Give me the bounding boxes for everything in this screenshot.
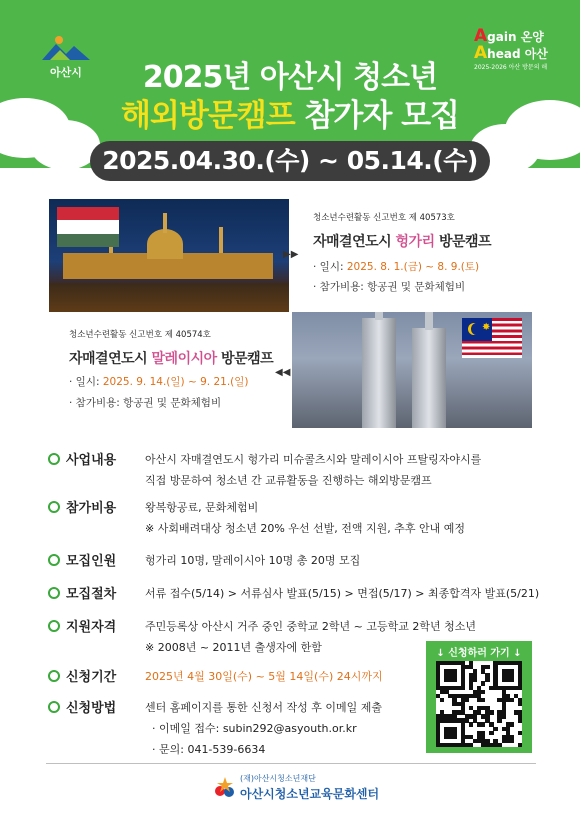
tower-right bbox=[412, 328, 446, 428]
slogan-line-2: Ahead 아산 bbox=[474, 43, 548, 63]
footer-divider bbox=[46, 763, 536, 764]
detail-key: 사업내용 bbox=[66, 453, 117, 468]
bullet-ring-icon bbox=[48, 501, 60, 513]
hungary-flag-icon bbox=[57, 207, 119, 247]
hungary-camp-fee: · 참가비용: 항공권 및 문화체험비 bbox=[313, 281, 466, 293]
qr-module bbox=[518, 686, 522, 690]
detail-value: 주민등록상 아산시 거주 중인 중학교 2학년 ~ 고등학교 2학년 청소년 ※ 2008년 ~ 2011년 출생자에 한함 bbox=[145, 620, 476, 654]
spire bbox=[219, 227, 223, 253]
tower-left bbox=[362, 318, 396, 428]
slogan-line-1: Again 온양 bbox=[474, 26, 544, 46]
detail-key: 모집인원 bbox=[66, 554, 117, 569]
hungary-camp-date: · 일시: 2025. 8. 1.(금) ~ 8. 9.(토) bbox=[313, 261, 480, 273]
qr-module bbox=[481, 722, 485, 726]
foundation-emblem-icon bbox=[214, 775, 236, 799]
bullet-ring-icon bbox=[48, 620, 60, 632]
page-title-line-2 bbox=[0, 90, 580, 135]
detail-value: 센터 홈페이지를 통한 신청서 작성 후 이메일 제출 · 이메일 접수: subin292@asyouth.or.kr · 문의: 041-539-6634 bbox=[145, 697, 382, 760]
qr-module bbox=[518, 731, 522, 735]
slogan-small-text: 2025-2026 아산 방문의 해 bbox=[474, 64, 548, 71]
qr-module bbox=[502, 714, 506, 718]
bullet-ring-icon bbox=[48, 587, 60, 599]
qr-module bbox=[465, 698, 469, 702]
detail-key: 신청기간 bbox=[66, 670, 117, 685]
qr-module bbox=[497, 718, 501, 722]
malaysia-camp-fee: · 참가비용: 항공권 및 문화체험비 bbox=[69, 397, 222, 409]
qr-module bbox=[493, 727, 497, 731]
qr-module bbox=[440, 698, 444, 702]
qr-module bbox=[510, 677, 514, 681]
hungary-camp-title: 자매결연도시 헝가리 방문캠프 bbox=[313, 234, 492, 250]
qr-module bbox=[497, 743, 501, 747]
phone-contact[interactable]: · 문의: 041-539-6634 bbox=[145, 743, 266, 756]
hungary-registration-number: 청소년수련활동 신고번호 제 40573호 bbox=[313, 213, 455, 223]
danube-water bbox=[49, 283, 289, 312]
detail-value: 아산시 자매결연도시 헝가리 미슈콜츠시와 말레이시아 프탈링자야시를 직접 방문하여 청소년 간 교류활동을 진행하는 해외방문캠프 bbox=[145, 453, 482, 487]
detail-key: 참가비용 bbox=[66, 501, 117, 516]
apply-qr-box[interactable] bbox=[426, 641, 532, 753]
qr-module bbox=[481, 681, 485, 685]
detail-value: 왕복항공료, 문화체험비 ※ 사회배려대상 청소년 20% 우선 선발, 전액 지원, 추후 안내 예정 bbox=[145, 501, 466, 535]
arrow-icon: ◀◀ bbox=[275, 367, 291, 378]
qr-module bbox=[510, 722, 514, 726]
hungary-camp-card bbox=[283, 199, 532, 312]
qr-module bbox=[518, 702, 522, 706]
qr-module bbox=[469, 722, 473, 726]
footer-logo bbox=[214, 773, 394, 807]
qr-module bbox=[481, 698, 485, 702]
bullet-ring-icon bbox=[48, 701, 60, 713]
qr-module bbox=[452, 677, 456, 681]
detail-key: 모집절차 bbox=[66, 587, 117, 602]
qr-module bbox=[518, 743, 522, 747]
detail-key: 신청방법 bbox=[66, 701, 117, 716]
qr-module bbox=[473, 677, 477, 681]
detail-key: 지원자격 bbox=[66, 620, 117, 635]
email-contact[interactable]: · 이메일 접수: subin292@asyouth.or.kr bbox=[145, 722, 357, 735]
detail-value: 헝가리 10명, 말레이시아 10명 총 20명 모집 bbox=[145, 554, 361, 567]
detail-row-capacity bbox=[46, 550, 556, 572]
qr-module bbox=[469, 743, 473, 747]
title-rest: 참가자 모집 bbox=[294, 98, 459, 134]
qr-module bbox=[452, 735, 456, 739]
camp-photos-section bbox=[49, 199, 532, 428]
bullet-ring-icon bbox=[48, 554, 60, 566]
arrow-icon: ▶▶ bbox=[283, 249, 299, 260]
qr-module bbox=[485, 677, 489, 681]
parliament-dome bbox=[147, 229, 183, 259]
foundation-name: (재)아산시청소년재단 bbox=[240, 774, 316, 783]
detail-value: 2025년 4월 30일(수) ~ 5월 14일(수) 24시까지 bbox=[145, 670, 383, 683]
asan-logo-text: 아산시 bbox=[50, 66, 82, 79]
qr-module bbox=[489, 731, 493, 735]
malaysia-camp-title: 자매결연도시 말레이시아 방문캠프 bbox=[69, 351, 274, 367]
malaysia-camp-date: · 일시: 2025. 9. 14.(일) ~ 9. 21.(일) bbox=[69, 376, 249, 388]
bullet-ring-icon bbox=[48, 670, 60, 682]
malaysia-camp-card bbox=[49, 312, 292, 428]
qr-module bbox=[485, 665, 489, 669]
detail-row-procedure bbox=[46, 583, 556, 605]
detail-value: 서류 접수(5/14) > 서류심사 발표(5/15) > 면접(5/17) > 최종합격자 발표(5/21) bbox=[145, 587, 540, 600]
budapest-parliament-photo bbox=[49, 199, 289, 312]
qr-module bbox=[510, 698, 514, 702]
recruitment-period-badge: 2025.04.30.(수) ~ 05.14.(수) bbox=[90, 141, 490, 181]
spire bbox=[163, 213, 167, 233]
qr-module bbox=[518, 718, 522, 722]
bullet-ring-icon bbox=[48, 453, 60, 465]
qr-module bbox=[510, 739, 514, 743]
qr-code-icon[interactable] bbox=[436, 661, 522, 747]
qr-module bbox=[461, 686, 465, 690]
title-highlight: 해외방문캠프 bbox=[120, 98, 295, 134]
qr-module bbox=[481, 690, 485, 694]
center-name: 아산시청소년교육문화센터 bbox=[240, 787, 380, 801]
malaysia-flag-icon: ✸ bbox=[462, 318, 522, 358]
petronas-towers-photo bbox=[292, 312, 532, 428]
malaysia-registration-number: 청소년수련활동 신고번호 제 40574호 bbox=[69, 330, 211, 340]
qr-module bbox=[489, 710, 493, 714]
detail-row-cost bbox=[46, 497, 556, 541]
apply-qr-label: ↓ 신청하러 가기 ↓ bbox=[436, 648, 522, 659]
detail-row-program bbox=[46, 449, 556, 493]
page-title-line-1: 2025년 아산시 청소년 bbox=[142, 60, 438, 95]
